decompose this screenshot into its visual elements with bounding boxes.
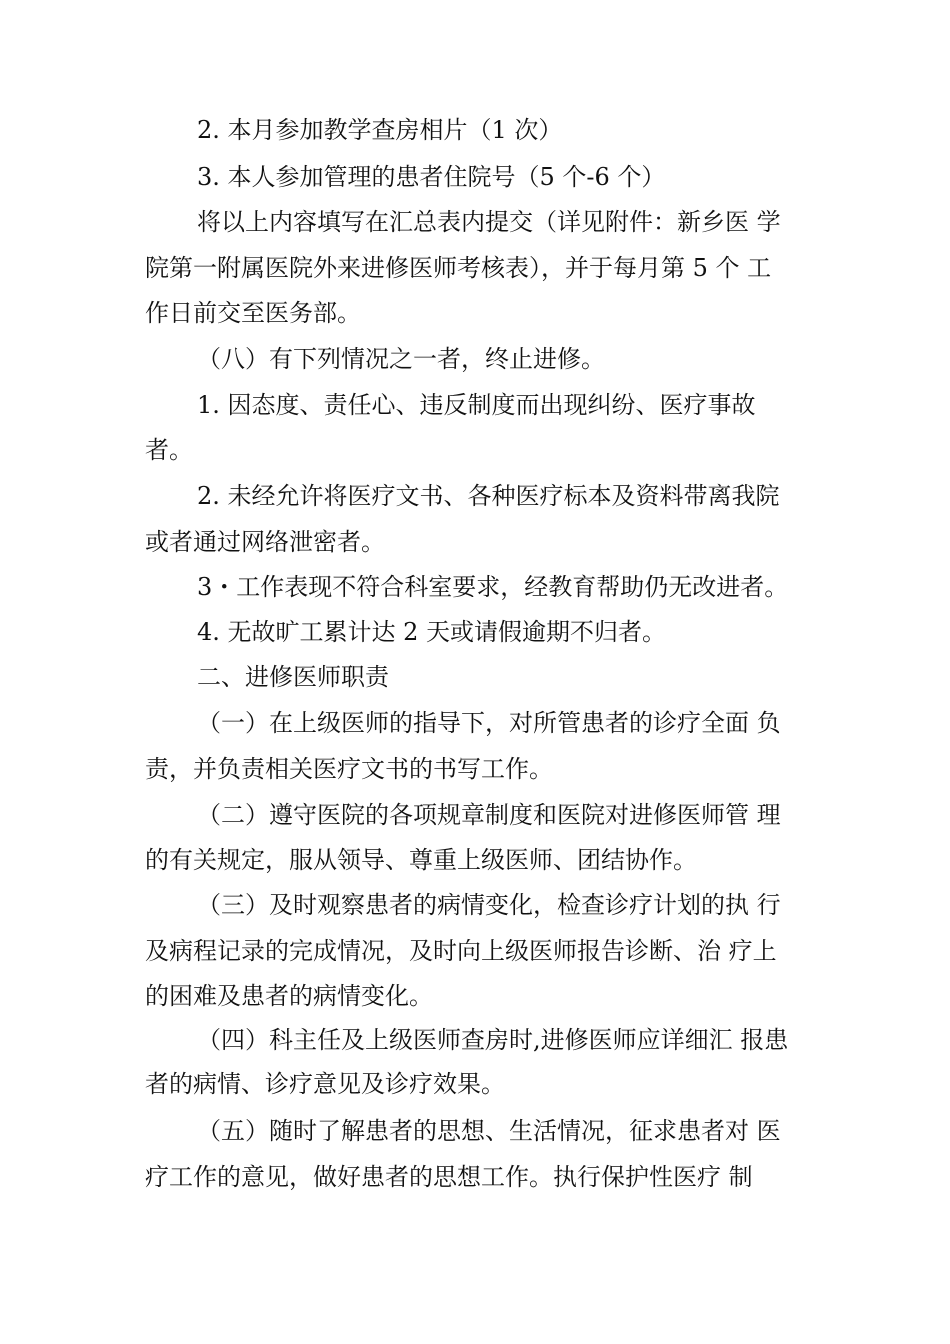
text-line: （二）遵守医院的各项规章制度和医院对进修医师管 理 <box>197 801 781 829</box>
text-line: 的困难及患者的病情变化。 <box>145 982 433 1010</box>
text-line: 责，并负责相关医疗文书的书写工作。 <box>145 755 553 783</box>
text-line: 者。 <box>145 436 193 464</box>
text-line: 及病程记录的完成情况，及时向上级医师报告诊断、治 疗上 <box>145 937 777 965</box>
text-line: 或者通过网络泄密者。 <box>145 528 385 556</box>
text-line: 的有关规定，服从领导、尊重上级医师、团结协作。 <box>145 846 697 874</box>
text-line: 者的病情、诊疗意见及诊疗效果。 <box>145 1070 505 1098</box>
text-line: 4. 无故旷工累计达 2 天或请假逾期不归者。 <box>197 618 667 646</box>
section-heading: 二、进修医师职责 <box>197 663 389 691</box>
text-line: （四）科主任及上级医师查房时,进修医师应详细汇 报患 <box>197 1026 789 1054</box>
text-line: 作日前交至医务部。 <box>145 299 361 327</box>
text-line: 2. 未经允许将医疗文书、各种医疗标本及资料带离我院 <box>197 482 780 510</box>
text-line: （一）在上级医师的指导下，对所管患者的诊疗全面 负 <box>197 709 781 737</box>
text-line: 3・工作表现不符合科室要求，经教育帮助仍无改进者。 <box>197 573 789 601</box>
text-line: 将以上内容填写在汇总表内提交（详见附件：新乡医 学 <box>197 208 781 236</box>
text-line: 疗工作的意见，做好患者的思想工作。执行保护性医疗 制 <box>145 1163 753 1191</box>
text-line: 院第一附属医院外来进修医师考核表），并于每月第 5 个 工 <box>145 254 772 282</box>
text-line: 3. 本人参加管理的患者住院号（5 个-6 个） <box>197 163 666 191</box>
text-line: 2. 本月参加教学查房相片（1 次） <box>197 116 563 144</box>
text-line: （三）及时观察患者的病情变化，检查诊疗计划的执 行 <box>197 891 781 919</box>
text-line: 1. 因态度、责任心、违反制度而出现纠纷、医疗事故 <box>197 391 756 419</box>
text-line: （八）有下列情况之一者，终止进修。 <box>197 345 605 373</box>
text-line: （五）随时了解患者的思想、生活情况，征求患者对 医 <box>197 1117 781 1145</box>
